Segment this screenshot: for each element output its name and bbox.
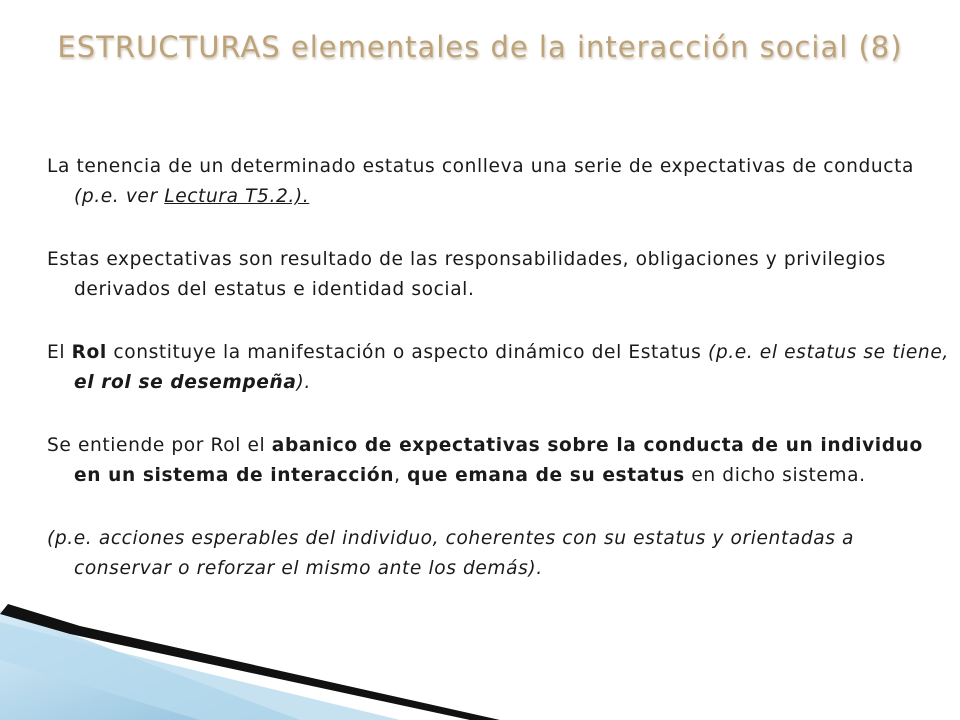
paragraph-example: (p.e. el estatus se tiene, bbox=[707, 342, 949, 363]
paragraph-example: (p.e. ver bbox=[74, 186, 165, 207]
paragraph-definicion-rol bbox=[47, 431, 952, 491]
decorative-swoosh bbox=[0, 560, 500, 720]
paragraph-text: , bbox=[394, 465, 408, 486]
paragraph-text: constituye la manifestación o aspecto dinámico del Estatus bbox=[106, 342, 708, 363]
lectura-link[interactable]: Lectura T5.2.). bbox=[164, 186, 310, 207]
paragraph-text: El bbox=[47, 342, 72, 363]
paragraph-text: Estas expectativas son resultado de las responsabilidades, obligaciones y privilegios derivados del estatus e identidad social. bbox=[47, 249, 886, 300]
paragraph-emphasis: que emana de su estatus bbox=[407, 465, 685, 486]
paragraph-expectativas bbox=[47, 152, 952, 212]
paragraph-text: La tenencia de un determinado estatus conlleva una serie de expectativas de conducta bbox=[47, 156, 914, 177]
paragraph-emphasis: el rol se desempeña bbox=[74, 372, 297, 393]
paragraph-emphasis: abanico de expectativas sobre la conducta de un individuo en un sistema de interacción bbox=[74, 435, 923, 486]
paragraph-responsabilidades bbox=[47, 245, 952, 305]
paragraph-rol bbox=[47, 338, 952, 398]
paragraph-text: (p.e. acciones esperables del individuo, coherentes con su estatus y orientadas a conservar o reforzar el mismo ante los demás). bbox=[47, 528, 855, 579]
paragraph-text: en dicho sistema. bbox=[684, 465, 866, 486]
slide-body bbox=[47, 152, 952, 584]
paragraph-example: ). bbox=[296, 372, 311, 393]
paragraph-text: Se entiende por Rol el bbox=[47, 435, 272, 456]
slide-title: ESTRUCTURAS elementales de la interacción social (8) bbox=[57, 30, 903, 64]
rol-term: Rol bbox=[71, 342, 107, 363]
